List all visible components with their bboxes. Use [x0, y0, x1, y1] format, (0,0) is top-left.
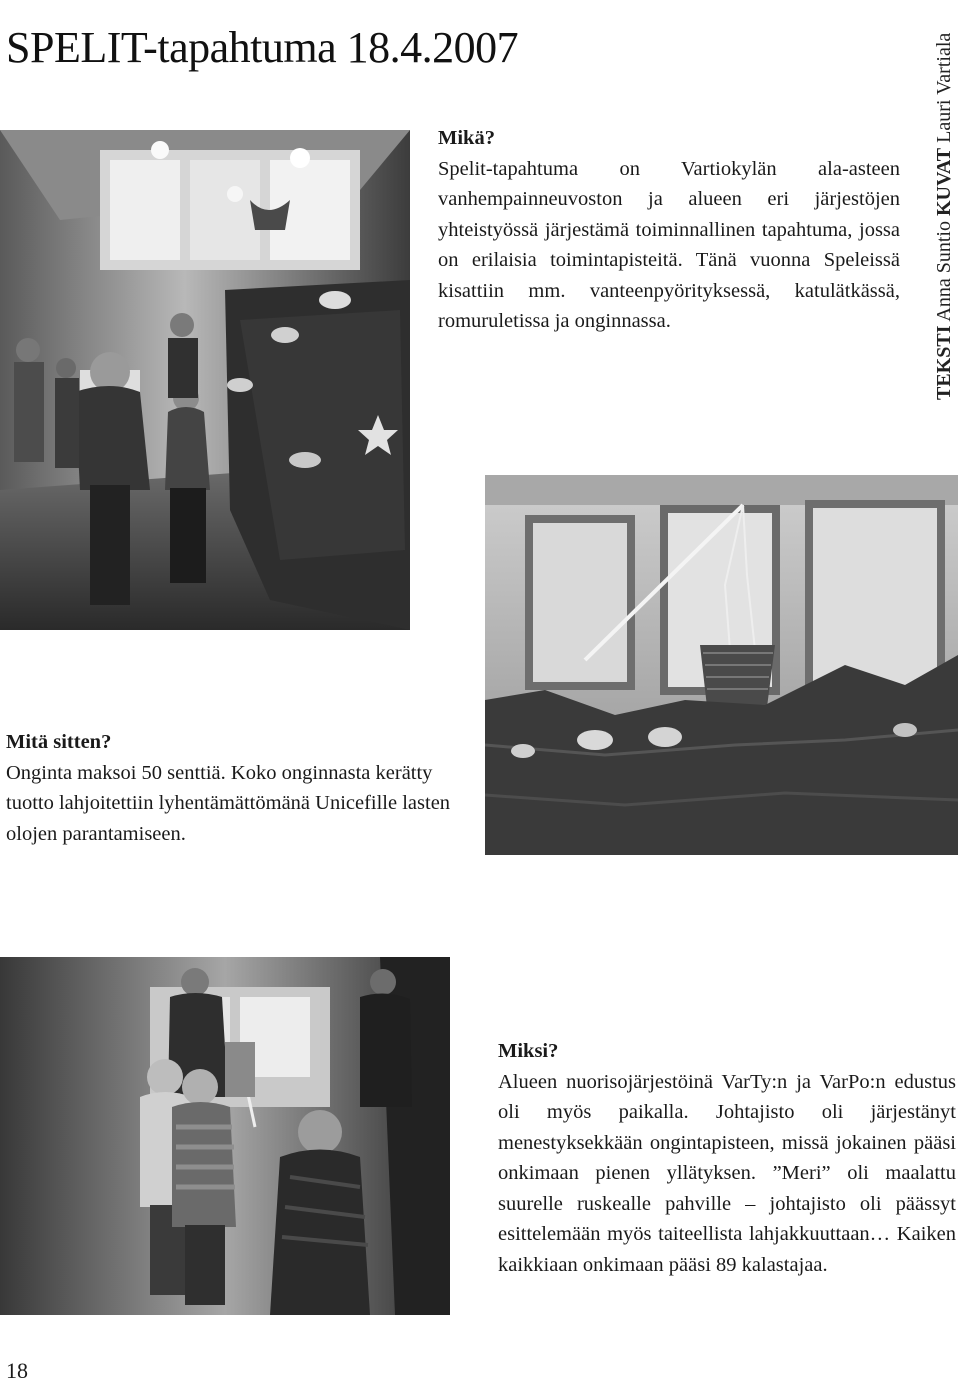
photo-corridor-event	[0, 130, 410, 630]
section-mita	[6, 727, 466, 849]
credits-vertical	[929, 0, 959, 400]
section-miksi-heading: Miksi?	[498, 1040, 559, 1062]
credit-photo-author: Lauri Vartiala	[933, 32, 955, 143]
credit-photo-label: KUVAT	[933, 147, 955, 217]
photo-children-fishing-image	[0, 957, 450, 1315]
section-mika	[438, 123, 900, 337]
photo-fishing-basket-image	[485, 475, 958, 855]
section-miksi-body: Alueen nuorisojärjestöinä VarTy:n ja VarPo:n edustus oli myös paikalla. Johtajisto oli järjestänyt menestyksekkään ongintapisteen, missä jokainen pääsi onkimaan pienen yllätyksen. ”Meri” oli maalattu suurelle ruskealle pahville – johtajisto oli päässyt esittelemään myös taiteellista lahjakkuuttaan… Kaiken kaikkiaan onkimaan pääsi 89 kalastajaa.	[498, 1070, 956, 1276]
credit-text-author: Anna Suntio	[933, 221, 955, 322]
page-number: 18	[6, 1358, 28, 1383]
section-mika-body: Spelit-tapahtuma on Vartiokylän ala-asteen vanhempainneuvoston ja alueen eri järjestöjen yhteistyössä järjestämä toiminnallinen tapahtuma, jossa on erilaisia toimintapisteitä. Tänä vuonna Speleissä kisattiin mm. vanteenpyörityksessä, katulätkässä, romuruletissa ja onginnassa.	[438, 157, 900, 332]
section-miksi	[498, 1036, 956, 1280]
credit-text-label: TEKSTI	[933, 325, 955, 400]
photo-fishing-basket	[485, 475, 958, 855]
section-mika-heading: Mikä?	[438, 127, 495, 149]
section-mita-heading: Mitä sitten?	[6, 731, 112, 753]
section-mita-body: Onginta maksoi 50 senttiä. Koko onginnasta kerätty tuotto lahjoitettiin lyhentämättömänä Unicefille lasten olojen parantamiseen.	[6, 761, 451, 845]
photo-children-fishing	[0, 957, 450, 1315]
photo-corridor-event-image	[0, 130, 410, 630]
page-title: SPELIT-tapahtuma 18.4.2007	[6, 23, 519, 72]
